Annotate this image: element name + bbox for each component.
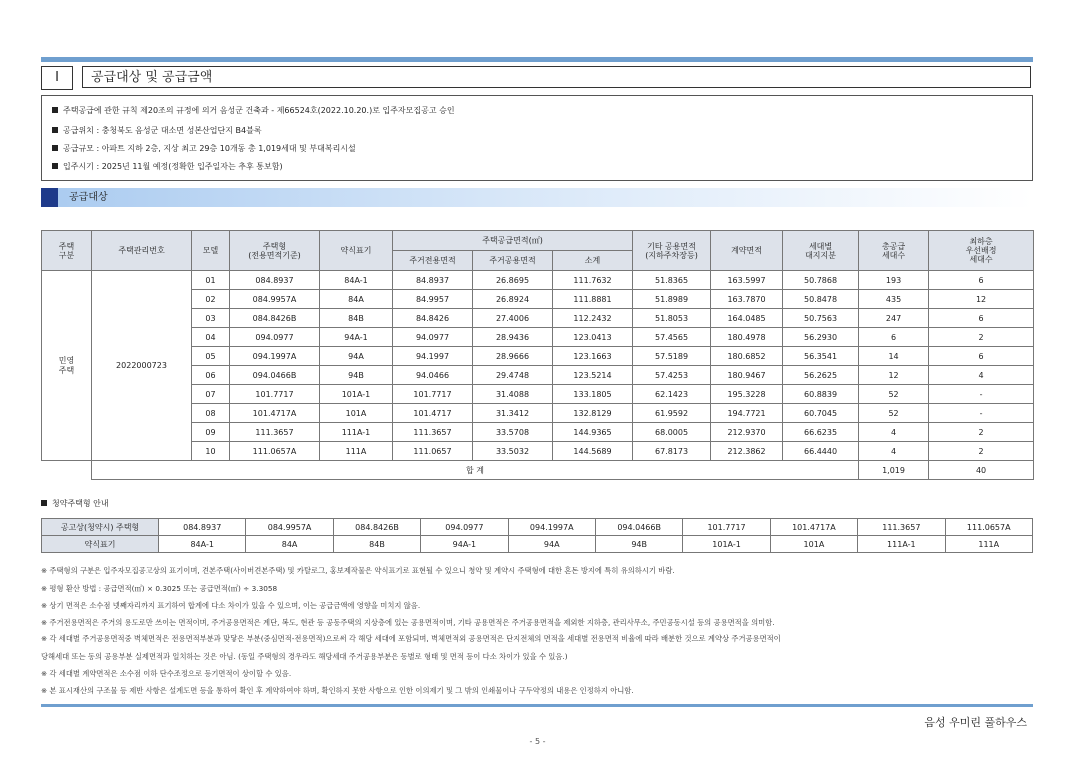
col-contract: 계약면적	[711, 231, 783, 271]
row-label-type: 공고상(청약시) 주택형	[42, 519, 159, 536]
info-item: 공급규모 : 아파트 지하 2층, 지상 최고 29층 10개동 총 1,019세대 및 부대복리시설	[52, 144, 356, 154]
col-exclusive: 주거전용면적	[393, 251, 473, 271]
table-row: 약식표기 84A-1 84A 84B 94A-1 94A 94B 101A-1 101A 111A-1 111A	[42, 536, 1033, 553]
supply-table	[41, 230, 1034, 480]
bullet-square-icon	[52, 107, 58, 113]
total-units: 1,019	[859, 461, 929, 480]
col-type: 주택형 (전용면적기준)	[230, 231, 320, 271]
note-line: ※ 주거전용면적은 주거의 용도로만 쓰이는 면적이며, 주거공용면적은 계단, 복도, 현관 등 공동주택의 지상층에 있는 공용면적이며, 기타 공용면적은 주거공용면적을 제외한 지하층, 관리사무소, 주민공동시설 등의 공용면적을 의미함.	[41, 618, 775, 627]
col-priority-units: 최하층 우선배정 세대수	[929, 231, 1034, 271]
subsection-title: 공급대상	[69, 192, 108, 203]
total-row	[42, 461, 1034, 480]
table-row: 05 094.1997A 94A 94.1997 28.9666 123.1663 57.5189 180.6852 56.3541 14 6	[42, 347, 1034, 366]
note-line: ※ 상기 면적은 소수점 넷째자리까지 표기하여 합계에 다소 차이가 있을 수 있으며, 이는 공급금액에 영향을 미치지 않음.	[41, 601, 421, 610]
row-label-abbr: 약식표기	[42, 536, 159, 553]
info-item: 주택공급에 관한 규칙 제20조의 규정에 의거 음성군 건축과 - 제66524호(2022.10.20.)로 입주자모집공고 승인	[52, 106, 455, 116]
bullet-square-icon	[52, 145, 58, 151]
footer-rule	[41, 704, 1033, 707]
note-line: 당해세대 또는 동의 공용부분 실제면적과 일치하는 것은 아님. (동일 주택형의 경우라도 해당세대 주거공용부분은 동별로 형태 및 면적 등이 다소 차이가 있을 수 있음.)	[41, 652, 568, 661]
section-number: Ⅰ	[41, 66, 73, 90]
total-label: 합 계	[92, 461, 859, 480]
subsection-bar	[41, 188, 1033, 207]
col-abbr: 약식표기	[320, 231, 393, 271]
housing-type-cell: 민영 주택	[42, 271, 92, 461]
col-mgmt-no: 주택관리번호	[92, 231, 192, 271]
section-title: 공급대상 및 공급금액	[82, 66, 1031, 88]
col-other-common: 기타 공용면적 (지하주차장등)	[633, 231, 711, 271]
info-item: 입주시기 : 2025년 11월 예정(정확한 입주일자는 추후 통보함)	[52, 162, 283, 172]
info-item: 공급위치 : 충청북도 음성군 대소면 성본산업단지 B4블록	[52, 126, 262, 136]
subsection-marker	[41, 188, 58, 207]
bullet-square-icon	[52, 163, 58, 169]
col-subtotal: 소계	[553, 251, 633, 271]
col-land-share: 세대별 대지지분	[783, 231, 859, 271]
col-total-units: 총공급 세대수	[859, 231, 929, 271]
note-line: ※ 본 표시재산의 구조물 등 제반 사항은 설계도면 등을 통하여 확인 후 계약하여야 하며, 확인하지 못한 사항으로 인한 이의제기 및 그 밖의 인쇄물이나 구두약정의 내용은 인정하지 아니함.	[41, 686, 634, 695]
table-row: 공고상(청약시) 주택형 084.8937 084.9957A 084.8426B 094.0977 094.1997A 094.0466B 101.7717 101.4717A 111.3657 111.0657A	[42, 519, 1033, 536]
table-row: 04 094.0977 94A-1 94.0977 28.9436 123.0413 57.4565 180.4978 56.2930 6 2	[42, 328, 1034, 347]
table-row: 09 111.3657 111A-1 111.3657 33.5708 144.9365 68.0005 212.9370 66.6235 4 2	[42, 423, 1034, 442]
info-box	[41, 95, 1033, 181]
col-supply-area: 주택공급면적(㎡)	[393, 231, 633, 251]
table-row: 02 084.9957A 84A 84.9957 26.8924 111.8881 51.8989 163.7870 50.8478 435 12	[42, 290, 1034, 309]
table-row: 민영 주택 2022000723 01 084.8937 84A-1 84.8937 26.8695 111.7632 51.8365 163.5997 50.7868 193 6	[42, 271, 1034, 290]
table-row: 06 094.0466B 94B 94.0466 29.4748 123.5214 57.4253 180.9467 56.2625 12 4	[42, 366, 1034, 385]
table-row: 08 101.4717A 101A 101.4717 31.3412 132.8129 61.9592 194.7721 60.7045 52 -	[42, 404, 1034, 423]
subscription-guide-table	[41, 518, 1033, 553]
note-line: ※ 각 세대별 주거공용면적중 벽체면적은 전용면적부분과 맞닿은 부분(중심면적-전용면적)으로써 각 해당 세대에 포함되며, 벽체면적외 공용면적은 단지전체의 면적을 세대별 전용면적 비율에 따라 배분한 것으로 계약상 주거공용면적이	[41, 634, 781, 643]
note-line: ※ 평형 환산 방법 : 공급면적(㎡) × 0.3025 또는 공급면적(㎡) ÷ 3.3058	[41, 584, 278, 593]
footer-brand: 음성 우미린 풀하우스	[924, 716, 1027, 729]
mgmt-no-cell: 2022000723	[92, 271, 192, 461]
note-line: ※ 주택형의 구분은 입주자모집공고상의 표기이며, 견본주택(사이버견본주택) 및 카탈로그, 홍보제작물은 약식표기로 표현될 수 있으니 청약 및 계약시 주택형에 대한 혼돈 방지에 특히 유의하시기 바람.	[41, 566, 675, 575]
total-priority: 40	[929, 461, 1034, 480]
col-common: 주거공용면적	[473, 251, 553, 271]
top-accent-bar	[41, 57, 1033, 62]
col-model: 모델	[192, 231, 230, 271]
table-row: 07 101.7717 101A-1 101.7717 31.4088 133.1805 62.1423 195.3228 60.8839 52 -	[42, 385, 1034, 404]
table-row: 10 111.0657A 111A 111.0657 33.5032 144.5689 67.8173 212.3862 66.4440 4 2	[42, 442, 1034, 461]
page-number: - 5 -	[529, 737, 546, 746]
section-header	[41, 66, 1033, 90]
bullet-square-icon	[41, 500, 47, 506]
bullet-square-icon	[52, 127, 58, 133]
col-housing-type: 주택 구분	[42, 231, 92, 271]
subscription-guide-title: 청약주택형 안내	[41, 499, 109, 509]
note-line: ※ 각 세대별 계약면적은 소수점 이하 단수조정으로 등기면적이 상이할 수 있음.	[41, 669, 292, 678]
table-row: 03 084.8426B 84B 84.8426 27.4006 112.2432 51.8053 164.0485 50.7563 247 6	[42, 309, 1034, 328]
